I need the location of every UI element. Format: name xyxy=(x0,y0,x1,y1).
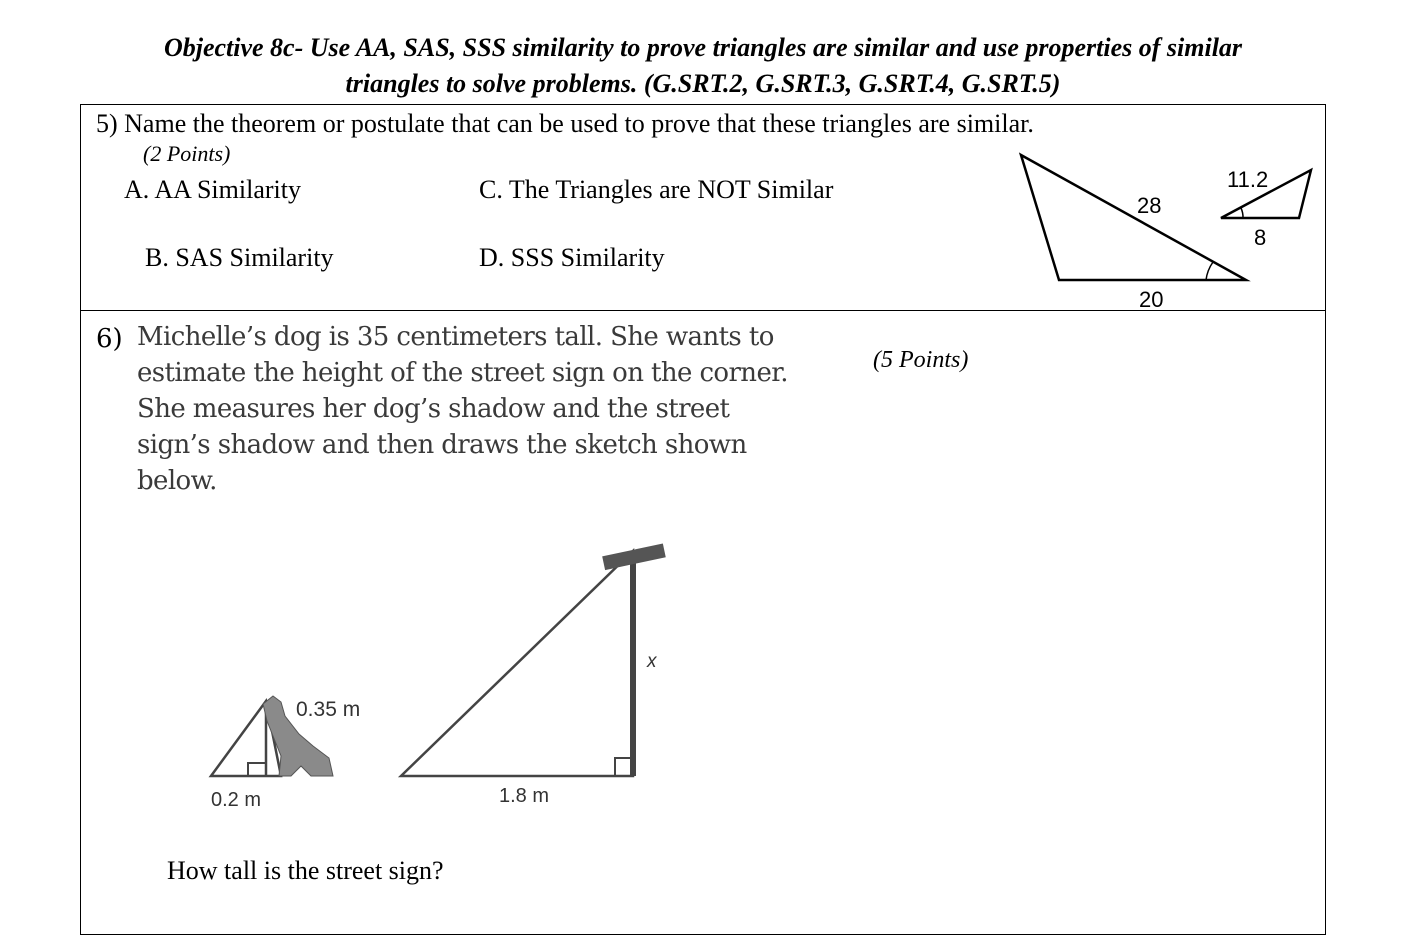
question-5-points: (2 Points) xyxy=(143,141,231,166)
question-6-line: She measures her dog’s shadow and the street xyxy=(137,394,730,424)
similar-triangles-figure xyxy=(1011,150,1321,310)
option-a[interactable]: A. AA Similarity xyxy=(124,175,301,204)
question-5-text: 5) Name the theorem or postulate that can be used to prove that these triangles are similar. xyxy=(96,109,1034,138)
question-6-ask: How tall is the street sign? xyxy=(167,856,444,885)
option-d[interactable]: D. SSS Similarity xyxy=(479,243,665,272)
question-6-number: 6) xyxy=(96,324,123,354)
objective-line-1: Objective 8c- Use AA, SAS, SSS similarity to prove triangles are similar and use properties of similar xyxy=(163,33,1243,62)
option-b[interactable]: B. SAS Similarity xyxy=(145,243,334,272)
large-triangle-hyp-label: 28 xyxy=(1137,193,1162,218)
question-6-line: Michelle’s dog is 35 centimeters tall. She wants to xyxy=(137,322,774,352)
objective-header xyxy=(80,30,1326,102)
sign-height-variable: x xyxy=(647,651,657,672)
small-triangle-base-label: 8 xyxy=(1254,225,1267,250)
objective-line-2: triangles to solve problems. (G.SRT.2, G.SRT.3, G.SRT.4, G.SRT.5) xyxy=(345,69,1061,98)
large-triangle-angle-mark xyxy=(1206,262,1213,280)
large-triangle-base-label: 20 xyxy=(1139,287,1164,310)
question-6-line: below. xyxy=(137,466,217,496)
option-c[interactable]: C. The Triangles are NOT Similar xyxy=(479,175,834,204)
large-triangle xyxy=(1021,155,1246,280)
question-6-points: (5 Points) xyxy=(873,347,969,373)
dog-shadow-label: 0.2 m xyxy=(211,789,262,811)
question-6-text xyxy=(137,319,827,499)
sign-triangle xyxy=(401,551,633,776)
sign-shadow-label: 1.8 m xyxy=(499,785,550,807)
dog-height-label: 0.35 m xyxy=(296,698,361,721)
question-5-box xyxy=(80,104,1326,311)
question-6-line: sign’s shadow and then draws the sketch shown xyxy=(137,430,747,460)
dog-right-angle-mark xyxy=(248,763,266,776)
question-6-box xyxy=(80,310,1326,935)
question-6-line: estimate the height of the street sign on the corner. xyxy=(137,358,788,388)
small-triangle-hyp-label: 11.2 xyxy=(1227,167,1269,192)
small-triangle-angle-mark xyxy=(1241,208,1243,218)
shadow-sketch-figure xyxy=(201,536,761,826)
